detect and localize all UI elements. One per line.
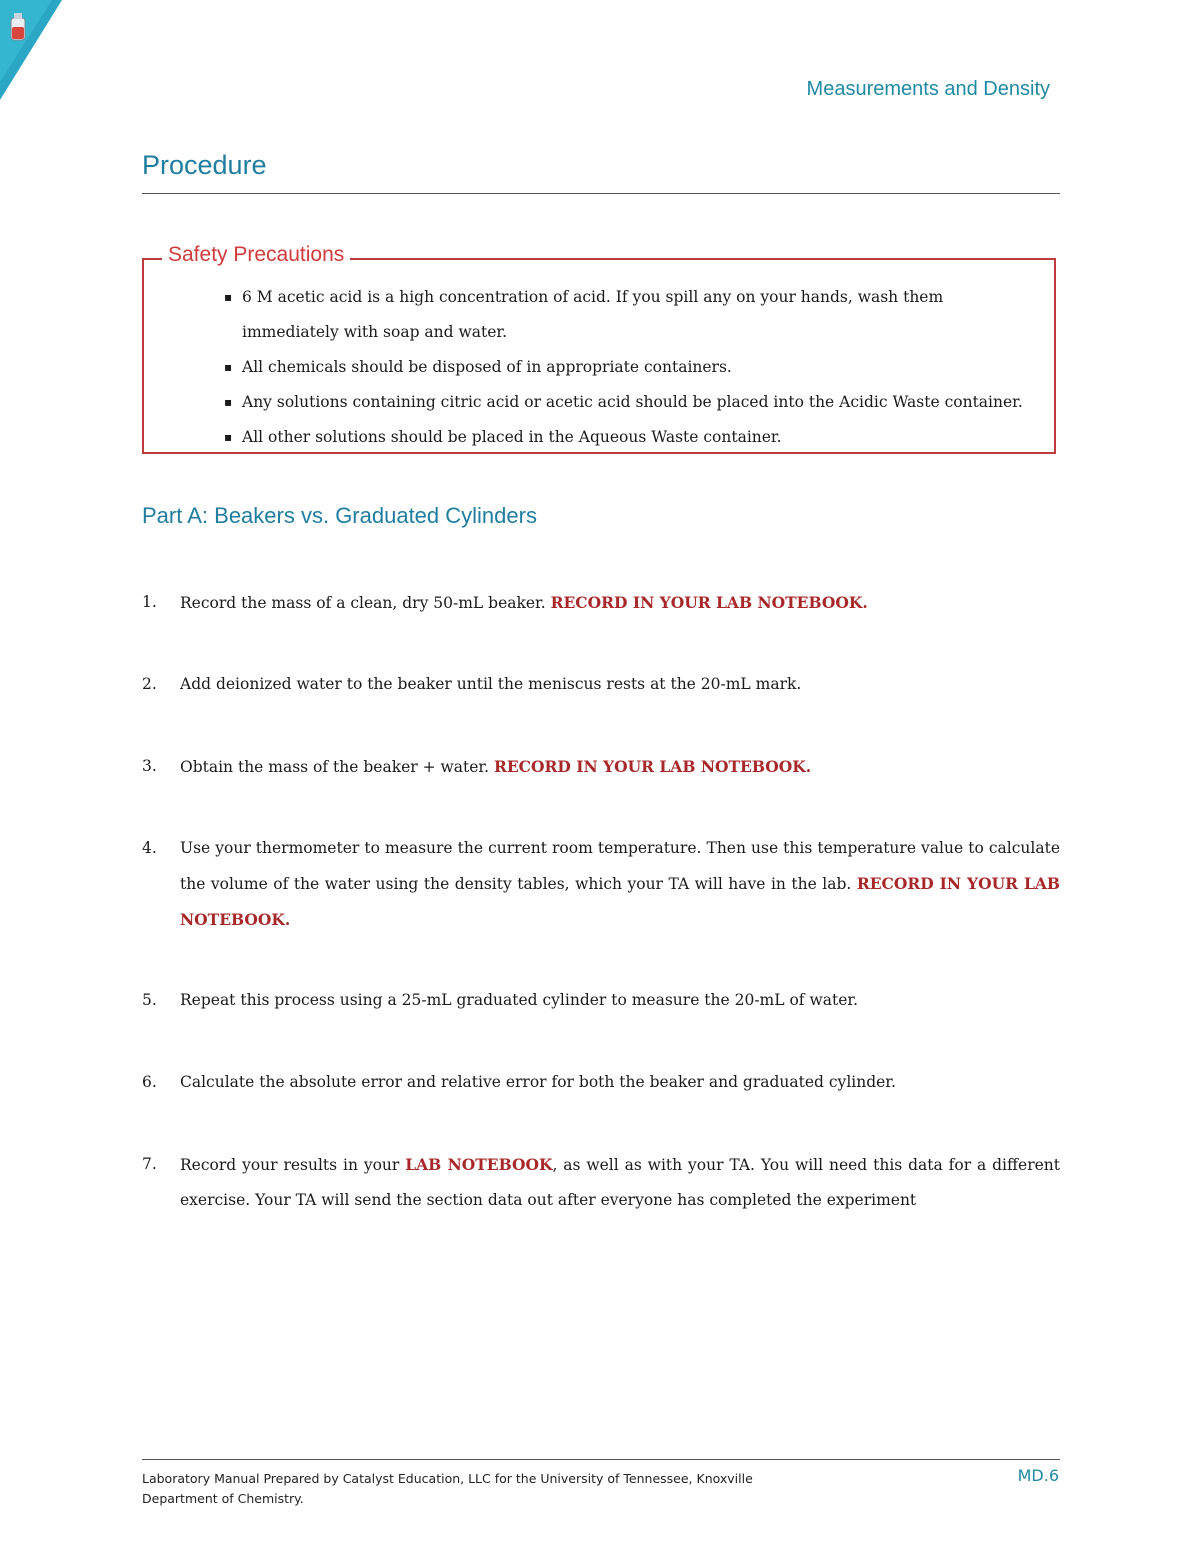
section-divider [142, 193, 1060, 194]
safety-box-gap [144, 262, 150, 294]
page-number: MD.6 [1017, 1466, 1059, 1485]
safety-item [224, 420, 1044, 455]
procedure-step [142, 749, 1060, 785]
safety-item-text: Any solutions containing citric acid or acetic acid should be placed into the Acidic Waste container. [242, 393, 1023, 411]
footer-line: Department of Chemistry. [142, 1491, 304, 1506]
step-text: , as well as with your TA. You will need this data for a different exercise. Your TA will send the section data out after everyone has completed the experiment [180, 1156, 1060, 1209]
footer-divider [142, 1459, 1060, 1460]
safety-item [224, 280, 1044, 350]
step-emphasis: RECORD IN YOUR LAB NOTEBOOK. [550, 593, 868, 612]
bullet-icon: ▪ [224, 290, 233, 304]
bullet-icon: ▪ [224, 360, 233, 374]
procedure-step [142, 1065, 1060, 1100]
safety-item [224, 350, 1044, 385]
step-emphasis: RECORD IN YOUR LAB NOTEBOOK. [180, 874, 1060, 929]
bullet-icon: ▪ [224, 395, 233, 409]
step-text: Calculate the absolute error and relative error for both the beaker and graduated cylinder. [180, 1073, 896, 1091]
procedure-step [142, 831, 1060, 938]
step-text: Add deionized water to the beaker until the meniscus rests at the 20-mL mark. [180, 675, 802, 693]
procedure-step [142, 667, 1060, 702]
step-emphasis: LAB NOTEBOOK [405, 1155, 553, 1174]
step-text: Record your results in your [180, 1156, 406, 1174]
running-header-title: Measurements and Density [806, 78, 1050, 100]
part-a-title: Part A: Beakers vs. Graduated Cylinders [142, 503, 537, 528]
safety-item-text: All chemicals should be disposed of in appropriate containers. [242, 358, 732, 376]
bullet-icon: ▪ [224, 430, 233, 444]
step-text: Use your thermometer to measure the current room temperature. Then use this temperature value to calculate the volume of the water using the density tables, which your TA will have in the lab. [180, 839, 1060, 893]
footer-line: Laboratory Manual Prepared by Catalyst Education, LLC for the University of Tennessee, Knoxville [142, 1471, 753, 1486]
safety-item [224, 385, 1044, 420]
safety-item-text: 6 M acetic acid is a high concentration of acid. If you spill any on your hands, wash them immediately with soap and water. [242, 288, 944, 341]
step-text: Obtain the mass of the beaker + water. [180, 758, 494, 776]
procedure-step [142, 585, 1060, 621]
step-number: 2. [142, 675, 157, 693]
step-number: 5. [142, 991, 157, 1009]
step-number: 3. [142, 757, 157, 775]
safety-item-text: All other solutions should be placed in the Aqueous Waste container. [242, 428, 782, 446]
step-text: Repeat this process using a 25-mL graduated cylinder to measure the 20-mL of water. [180, 991, 859, 1009]
step-number: 1. [142, 593, 157, 611]
safety-list [224, 280, 1044, 455]
step-number: 4. [142, 839, 157, 857]
step-number: 6. [142, 1073, 157, 1091]
section-title: Procedure [142, 150, 267, 180]
step-number: 7. [142, 1155, 157, 1173]
safety-precautions-title: Safety Precautions [162, 243, 350, 267]
corner-decoration [0, 0, 90, 110]
step-emphasis: RECORD IN YOUR LAB NOTEBOOK. [493, 757, 812, 776]
procedure-step [142, 983, 1060, 1018]
procedure-step [142, 1147, 1060, 1218]
footer-credit [142, 1469, 842, 1509]
step-text: Record the mass of a clean, dry 50-mL beaker. [180, 594, 551, 612]
